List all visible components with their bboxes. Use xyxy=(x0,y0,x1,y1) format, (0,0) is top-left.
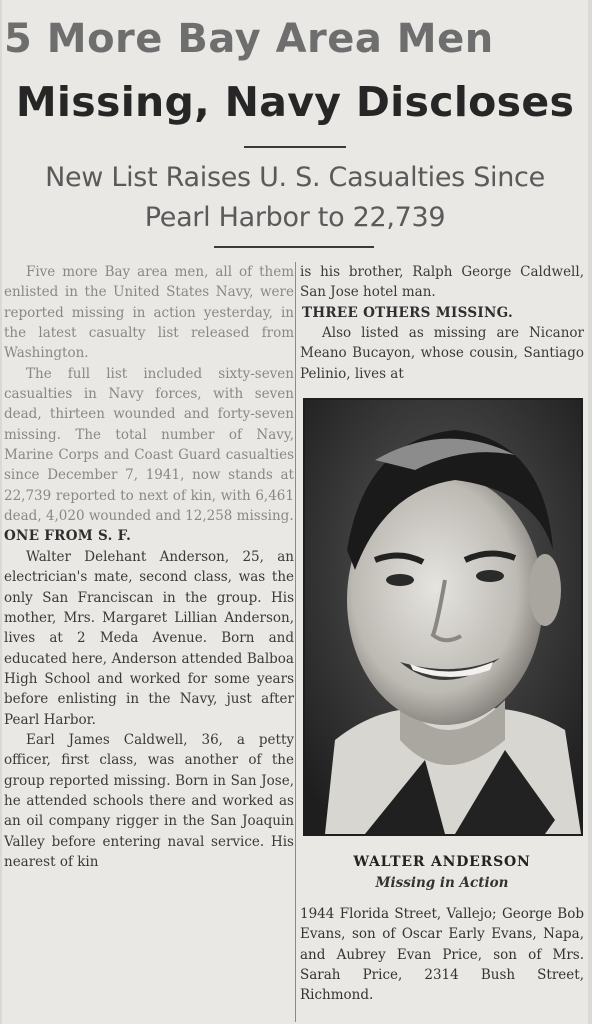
photo-caption-name: WALTER ANDERSON xyxy=(353,854,531,870)
subhead-three-others: THREE OTHERS MISSING. xyxy=(302,304,513,321)
headline-line-1: 5 More Bay Area Men xyxy=(4,16,494,62)
photo-caption-subtitle: Missing in Action xyxy=(375,875,509,891)
portrait-photo xyxy=(303,398,583,836)
article-paragraph: Also listed as missing are Nicanor Meano Bucayon, whose cousin, Santiago Pelinio, lives at xyxy=(300,325,584,382)
deck-line-1: New List Raises U. S. Casualties Since xyxy=(45,162,545,193)
article-paragraph: Earl James Caldwell, 36, a petty officer, first class, was another of the group reported missing. Born in San Jose, he attended schools there and worked as an oil company rigger in the San Joaquin Valley before entering naval service. His nearest of kin xyxy=(4,731,294,870)
left-column xyxy=(4,262,294,872)
article-paragraph: Five more Bay area men, all of them enlisted in the United States Navy, were reported missing in action yesterday, in the latest casualty list released from Washington. xyxy=(4,264,294,362)
headline-line-2: Missing, Navy Discloses xyxy=(15,78,575,126)
right-column-top xyxy=(300,262,584,384)
portrait-illustration xyxy=(305,400,581,834)
column-divider xyxy=(295,262,296,1022)
deck-divider xyxy=(214,246,374,248)
deck-line-2: Pearl Harbor to 22,739 xyxy=(144,202,446,233)
subhead-one-from-sf: ONE FROM S. F. xyxy=(4,528,132,545)
right-column-bottom xyxy=(300,904,584,1006)
article-paragraph: Walter Delehant Anderson, 25, an electrician's mate, second class, was the only San Franciscan in the group. His mother, Mrs. Margaret Lillian Anderson, lives at 2 Meda Avenue. Born and educated here, Anderson attended Balboa High School and worked for some years before enlisting in the Navy, just after Pearl Harbor. xyxy=(4,548,294,728)
headline-divider xyxy=(244,146,346,148)
newspaper-clipping xyxy=(2,0,588,1024)
article-paragraph: 1944 Florida Street, Vallejo; George Bob Evans, son of Oscar Early Evans, Napa, and Aubrey Evan Price, son of Mrs. Sarah Price, 2314 Bush Street, Richmond. xyxy=(300,906,584,1004)
article-paragraph: is his brother, Ralph George Caldwell, San Jose hotel man. xyxy=(300,264,584,301)
article-paragraph: The full list included sixty-seven casualties in Navy forces, with seven dead, thirteen wounded and forty-seven missing. The total number of Navy, Marine Corps and Coast Guard casualties since December 7, 1941, now stands at 22,739 reported to next of kin, with 6,461 dead, 4,020 wounded and 12,258 missing. xyxy=(4,365,294,525)
